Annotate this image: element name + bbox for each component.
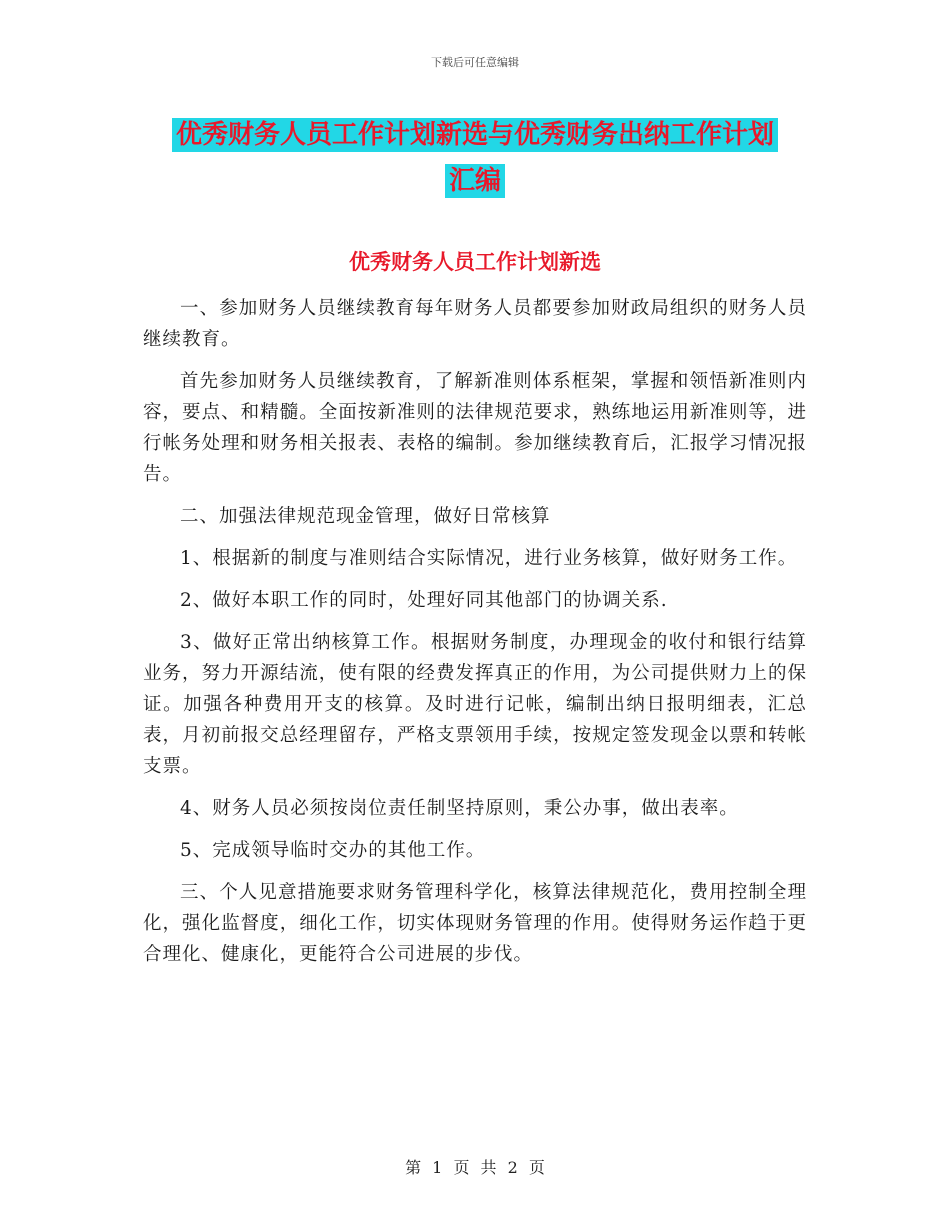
paragraph: 4、财务人员必须按岗位责任制坚持原则，秉公办事，做出表率。 — [180, 798, 739, 819]
document-body — [143, 293, 807, 981]
document-title — [0, 112, 950, 204]
paragraph: 三、个人见意措施要求财务管理科学化，核算法律规范化，费用控制全理化，强化监督度，细化工作，切实体现财务管理的作用。使得财务运作趋于更合理化、健康化，更能符合公司进展的步伐。 — [143, 882, 807, 965]
page-footer: 第 1 页 共 2 页 — [405, 1158, 545, 1177]
paragraph: 1、根据新的制度与准则结合实际情况，进行业务核算，做好财务工作。 — [180, 548, 798, 569]
paragraph: 首先参加财务人员继续教育，了解新准则体系框架，掌握和领悟新准则内容，要点、和精髓。全面按新准则的法律规范要求，熟练地运用新准则等，进行帐务处理和财务相关报表、表格的编制。参加继续教育后，汇报学习情况报告。 — [143, 371, 807, 485]
paragraph: 3、做好正常出纳核算工作。根据财务制度，办理现金的收付和银行结算业务，努力开源结流，使有限的经费发挥真正的作用，为公司提供财力上的保证。加强各种费用开支的核算。及时进行记帐，编制出纳日报明细表，汇总表，月初前报交总经理留存，严格支票领用手续，按规定签发现金以票和转帐支票。 — [143, 632, 807, 777]
document-title-line1: 优秀财务人员工作计划新选与优秀财务出纳工作计划 — [172, 118, 778, 152]
header-note: 下载后可任意编辑 — [431, 56, 519, 69]
paragraph: 二、加强法律规范现金管理，做好日常核算 — [180, 506, 551, 527]
document-title-line2: 汇编 — [445, 164, 505, 198]
paragraph: 一、参加财务人员继续教育每年财务人员都要参加财政局组织的财务人员继续教育。 — [143, 298, 807, 350]
paragraph: 2、做好本职工作的同时，处理好同其他部门的协调关系. — [180, 590, 668, 611]
paragraph: 5、完成领导临时交办的其他工作。 — [180, 840, 486, 861]
section-title: 优秀财务人员工作计划新选 — [349, 250, 601, 274]
